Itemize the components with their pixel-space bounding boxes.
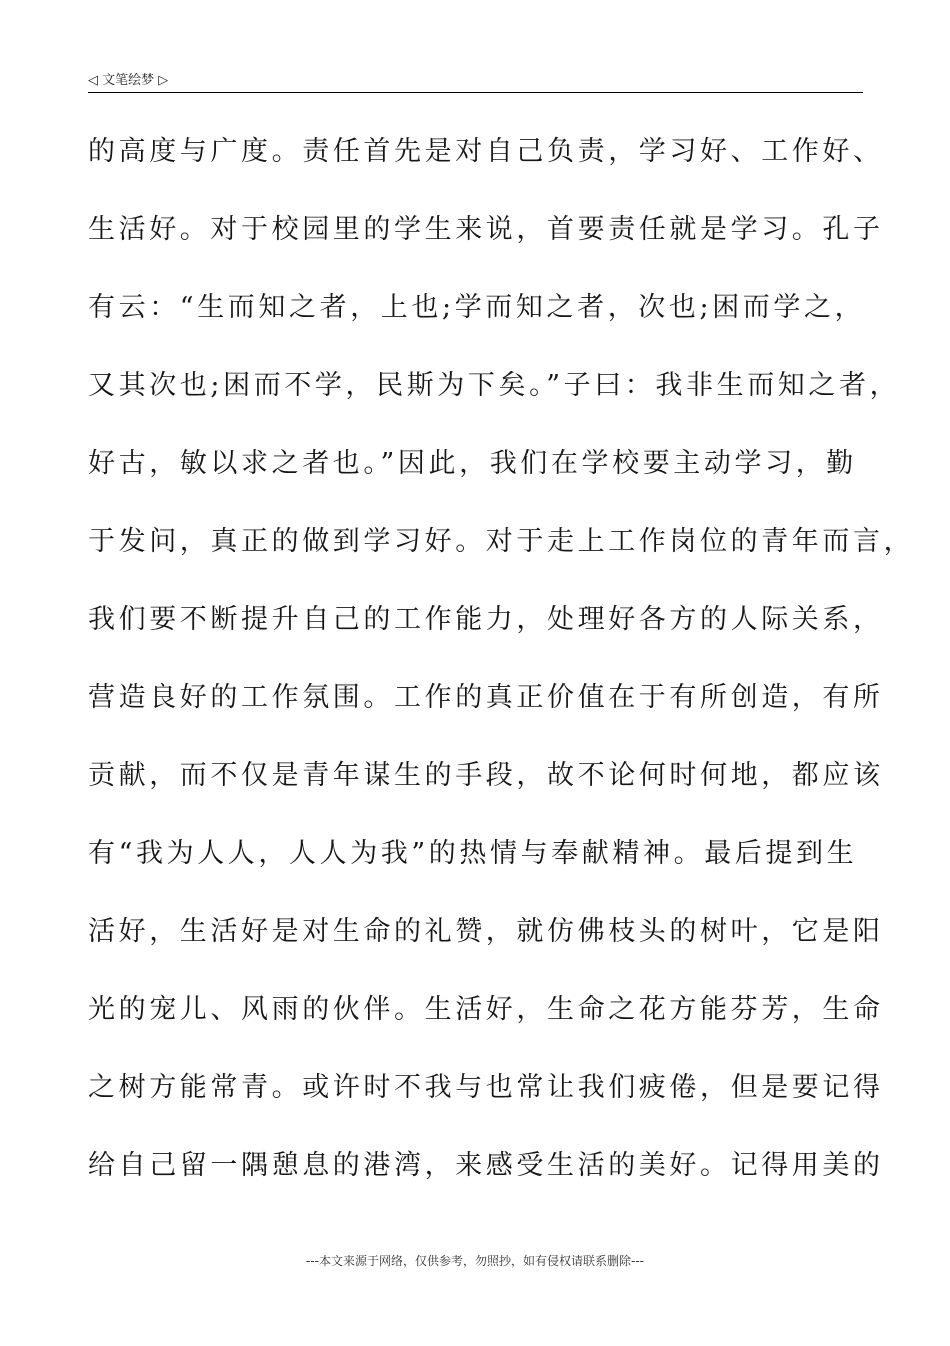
text-line: 贡献，而不仅是青年谋生的手段，故不论何时何地，都应该 [88, 760, 884, 791]
footer-notice: ---本文来源于网络，仅供参考，勿照抄，如有侵权请联系删除--- [306, 1254, 644, 1268]
text-line: 之树方能常青。或许时不我与也常让我们疲倦，但是要记得 [88, 1072, 884, 1103]
text-line: 活好，生活好是对生命的礼赞，就仿佛枝头的树叶，它是阳 [88, 916, 884, 947]
text-line: 给自己留一隅憩息的港湾，来感受生活的美好。记得用美的 [88, 1150, 884, 1181]
text-line: 有“我为人人，人人为我”的热情与奉献精神。最后提到生 [88, 838, 858, 869]
text-line: 的高度与广度。责任首先是对自己负责，学习好、工作好、 [88, 136, 884, 167]
text-line: 营造良好的工作氛围。工作的真正价值在于有所创造，有所 [88, 682, 884, 713]
text-line: 又其次也;困而不学，民斯为下矣。”子曰：我非生而知之者， [88, 370, 901, 401]
page-header [88, 72, 863, 93]
body-text [88, 117, 915, 1209]
text-line: 好古，敏以求之者也。”因此，我们在学校要主动学习，勤 [88, 448, 857, 479]
text-line: 于发问，真正的做到学习好。对于走上工作岗位的青年而言， [88, 526, 915, 557]
text-line: 光的宠儿、风雨的伙伴。生活好，生命之花方能芬芳，生命 [88, 994, 884, 1025]
text-line: 我们要不断提升自己的工作能力，处理好各方的人际关系， [88, 604, 884, 635]
text-line: 有云：“生而知之者，上也;学而知之者，次也;困而学之， [88, 292, 866, 323]
header-title: ◁ 文笔绘梦 ▷ [88, 73, 169, 88]
text-line: 生活好。对于校园里的学生来说，首要责任就是学习。孔子 [88, 214, 884, 245]
